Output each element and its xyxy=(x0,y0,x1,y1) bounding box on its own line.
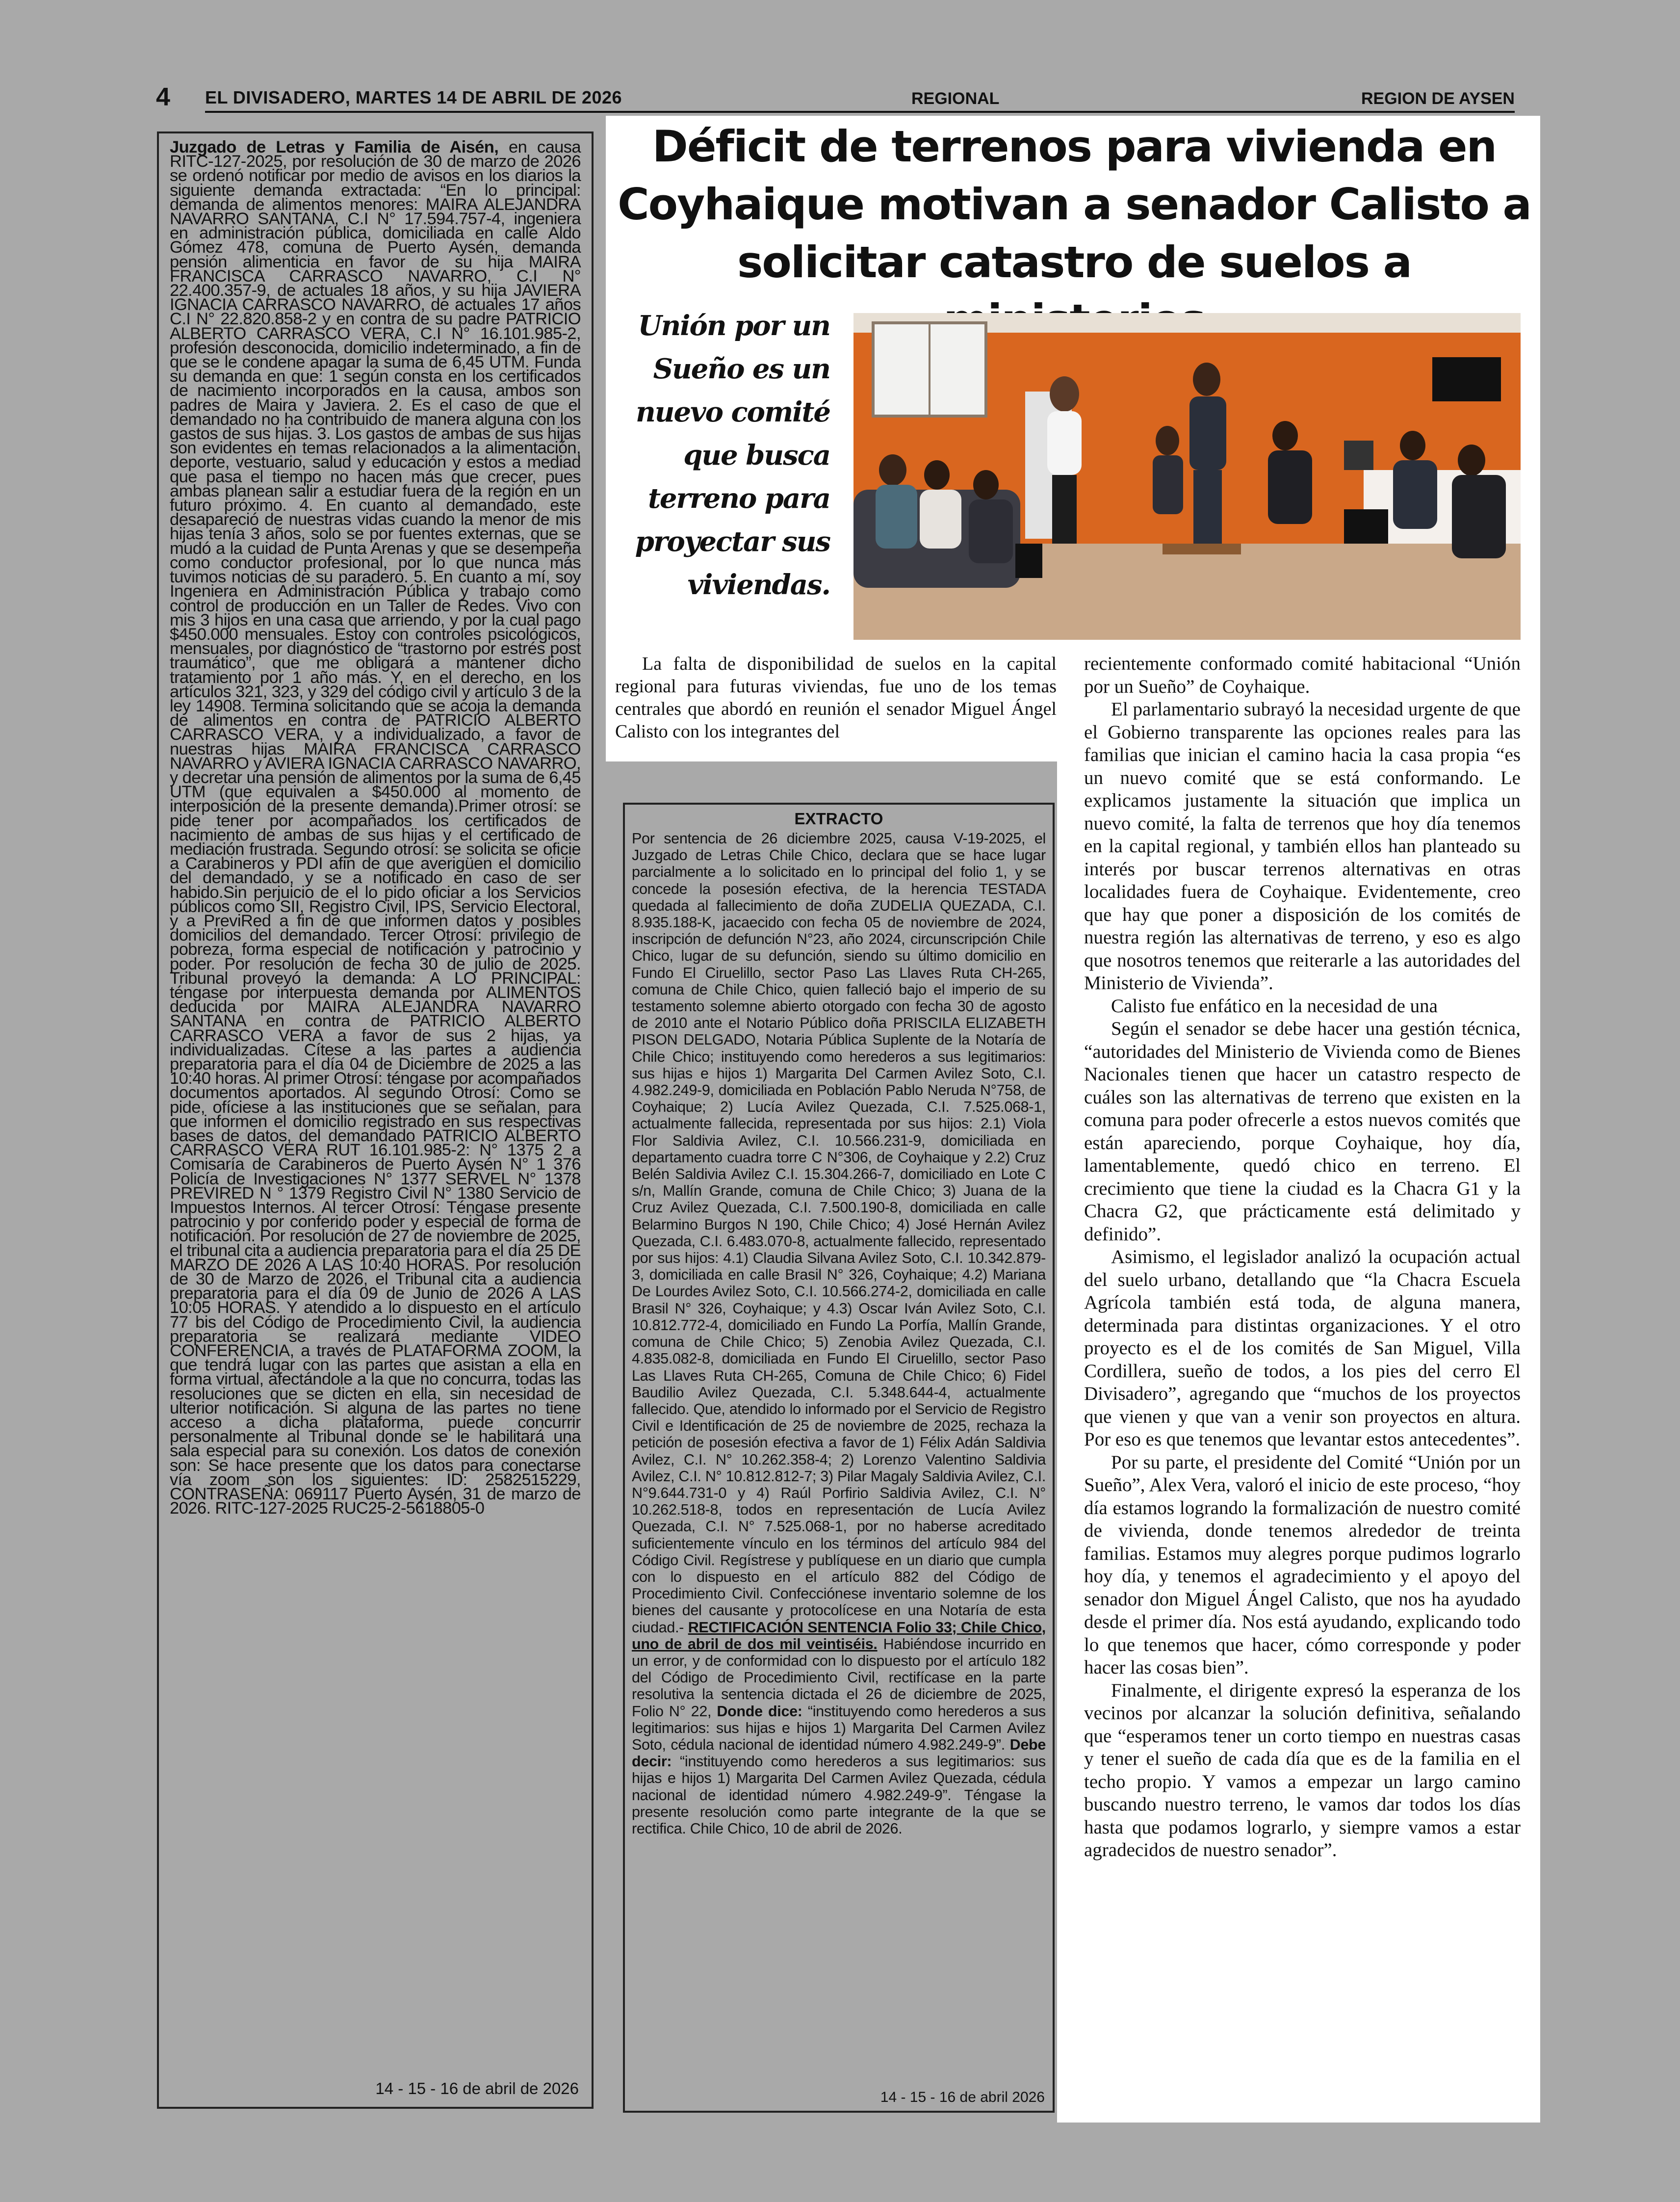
meeting-photo xyxy=(853,313,1521,640)
article-paragraph: El parlamentario subrayó la necesidad urgente de que el Gobierno transparente las opciones reales para las familias que inician el camino hacia la casa propia “es un nuevo comité que se está conformando. Le explicamos justamente la situación que implica un nuevo comité, la falta de terrenos que hoy día tenemos en la capital regional, y también ellos han planteado su interés por buscar terrenos alternativas en otras localidades fuera de Coyhaique. Evidentemente, creo que hay que poner a disposición de los comités de nuestra región las alternativas de terreno, y eso es algo que nosotros tenemos que reiterarle a las autoridades del Ministerio de Vivienda”. xyxy=(1084,699,1521,994)
article-paragraph: recientemente conformado comité habitacional “Unión por un Sueño” de Coyhaique. xyxy=(1084,653,1521,697)
extracto-rectificacion: RECTIFICACIÓN SENTENCIA Folio 33; Chile Chico, uno de abril de dos mil veintiséis. xyxy=(632,1619,1046,1652)
article-lead: La falta de disponibilidad de suelos en la capital regional para futuras viviendas, fue uno de los temas centrales que abordó en reunión el senador Miguel Ángel Calisto con los integrantes del xyxy=(615,654,1057,742)
article-paragraph: Asimismo, el legislador analizó la ocupación actual del suelo urbano, detallando que “la Chacra Escuela Agrícola también está toda, de alguna manera, determinada para distintas organizaciones. Y el otro proyecto es el de los comités de San Miguel, Villa Cordillera, sueño de todos, a los pies del cerro El Divisadero”, agregando que “muchos de los proyectos que vienen y que van a venir son proyectos en altura. Por eso es que tenemos que levantar estos antecedentes”. xyxy=(1084,1246,1521,1450)
extracto-debe-decir-label: Debe decir: xyxy=(632,1736,1046,1770)
article-right-column xyxy=(1084,653,1521,1862)
extracto-dates: 14 - 15 - 16 de abril 2026 xyxy=(880,2089,1045,2105)
legal-notice-text xyxy=(170,140,581,1516)
extracto-debe-decir: “instituyendo como herederos a sus legitimarios: sus hijas e hijos 1) Margarita Del Carmen Avilez Quezada, cédula nacional de identidad número 4.982.249-9”. Téngase la presente resolución como parte integrante de la que se rectifica. Chile Chico, 10 de abril de 2026. xyxy=(632,1753,1046,1837)
region-label: REGION DE AYSEN xyxy=(1361,89,1515,108)
extracto-donde-dice: “instituyendo como herederos a sus legitimarios: sus hijas e hijos 1) Margarita Del Carmen Avilez Soto, cédula nacional de identidad número 4.982.249-9”. xyxy=(632,1703,1046,1753)
extracto-text xyxy=(632,830,1046,1837)
extracto-body-1: Por sentencia de 26 diciembre 2025, causa V-19-2025, el Juzgado de Letras Chile Chico, declara que se hace lugar parcialmente a lo solicitado en lo principal del folio 1, y se concede la posesión efectiva, de la herencia TESTADA quedada al fallecimiento de doña ZUDELIA QUEZADA, C.I. 8.935.188-K, jacaecido con fecha 05 de noviembre de 2024, inscripción de defunción N°23, año 2024, circunscripción Chile Chico, lugar de su defunción, siendo su último domicilio en Fundo El Ciruelillo, sector Paso Las Llaves Ruta CH-265, comuna de Chile Chico, quien falleció bajo el imperio de su testamento solemne abierto otorgado con fecha 30 de agosto de 2010 ante el Notario Público doña PRISCILA ELIZABETH PISON DELGADO, Notaria Pública Suplente de la Notaría de Chile Chico; instituyendo como herederos a sus legitimarios: sus hijas e hijos 1) Margarita Del Carmen Avilez Soto, C.I. 4.982.249-9, domiciliada en Población Pablo Neruda N°758, de Coyhaique; 2) Lucía Avilez Quezada, C.I. 7.525.068-1, actualmente fallecida, representada por sus hijos: 2.1) Viola Flor Saldivia Avilez, C.I. 10.566.231-9, domiciliada en departamento cuadra torre C N°306, de Coyhaique y 2.2) Cruz Belén Saldivia Avilez C.I. 15.304.266-7, domiciliado en Lote C s/n, Mallín Grande, comuna de Chile Chico; 3) Juana de la Cruz Avilez Quezada, C.I. 7.500.190-8, domiciliada en calle Belarmino Burgos N 190, Chile Chico; 4) José Hernán Avilez Quezada, C.I. 6.483.070-8, actualmente fallecido, representado por sus hijos: 4.1) Claudia Silvana Avilez Soto, C.I. 10.342.879-3, domiciliada en calle Brasil N° 326, Coyhaique; 4.2) Mariana De Lourdes Avilez Soto, C.I. 10.566.274-2, domiciliada en calle Brasil N° 326, Coyhaique; y 4.3) Oscar Iván Avilez Soto, C.I. 10.812.772-4, domiciliado en Fundo La Porfía, Mallín Grande, comuna de Chile Chico; 5) Zenobia Avilez Quezada, C.I. 4.835.082-8, domiciliada en Fundo El Ciruelillo, sector Paso Las Llaves Ruta CH-265, Comuna de Chile Chico; 6) Fidel Baudilio Avilez Quezada, C.I. 5.348.644-4, actualmente fallecido. Que, atendido lo informado por el Servicio de Registro Civil e Identificación de 25 de noviembre de 2025, rechaza la petición de posesión efectiva a favor de 1) Félix Adán Saldivia Avilez, C.I. N° 10.262.358-4; 2) Lorenzo Valentino Saldivia Avilez, C.I. N° 10.812.812-7; 3) Pilar Magaly Saldivia Avilez, C.I. N°9.644.731-0 y 4) Raúl Porfirio Saldivia Avilez, C.I. N° 10.262.518-8, todos en representación de Lucía Avilez Quezada, C.I. N° 7.525.068-1, por no haberse acreditado suficientemente vínculo en los términos del artículo 984 del Código Civil. Regístrese y publíquese en un diario que cumpla con lo dispuesto en el artículo 882 del Código de Procedimiento Civil. Confecciónese inventario solemne de los bienes del causante y protocolícese en una Notaría de esta ciudad.- xyxy=(632,830,1046,1636)
article-paragraph: Según el senador se debe hacer una gestión técnica, “autoridades del Ministerio de Vivienda como de Bienes Nacionales tienen que hacer un catastro respecto de cuáles son las alternativas de terreno que existen en la comuna para poder ofrecerle a estos nuevos comités que están apareciendo, porque Coyhaique, hoy día, lamentablemente, quedó chico en terreno. El crecimiento que tiene la ciudad es la Chacra G1 y la Chacra G2, que prácticamente está delimitado y definido”. xyxy=(1084,1018,1521,1245)
photo-illustration xyxy=(853,313,1521,640)
extracto-donde-dice-label: Donde dice: xyxy=(717,1703,802,1720)
extracto-box xyxy=(623,803,1055,2113)
legal-notice-dates: 14 - 15 - 16 de abril de 2026 xyxy=(375,2079,579,2097)
section-label: REGIONAL xyxy=(911,89,1000,108)
legal-notice-court: Juzgado de Letras y Familia de Aisén, xyxy=(170,138,499,157)
article-headline: Déficit de terrenos para vivienda en Coyhaique motivan a senador Calisto a solicitar catastro de suelos a xyxy=(618,121,1531,288)
article-paragraph: Finalmente, el dirigente expresó la esperanza de los vecinos por alcanzar la solución definitiva, señalando que “esperamos tener un corto tiempo en nuestras casas y tener el sueño de cada día que es de la familia en el techo propio. Y vamos a empezar un largo camino buscando nuestro terreno, le vamos dar todos los días hasta que podamos lograrlo, y siempre vamos a estar agradecidos de nuestro senador”. xyxy=(1084,1679,1521,1861)
legal-notice-box xyxy=(157,131,594,2109)
publication-date: EL DIVISADERO, MARTES 14 DE ABRIL DE 2026 xyxy=(205,87,622,107)
article-subhead: Unión por un Sueño es un nuevo comité que busca terreno para proyectar sus viviendas. xyxy=(635,310,830,601)
extracto-body-2: Habiéndose incurrido en un error, y de conformidad con lo dispuesto por el artículo 182 del Código de Procedimiento Civil, rectifícase en la parte resolutiva la sentencia dictada el 26 de diciembre de 2025, Folio N° 22, xyxy=(632,1635,1046,1720)
article-paragraph: Calisto fue enfático en la necesidad de una xyxy=(1111,995,1438,1017)
legal-notice-body: en causa RITC-127-2025, por resolución de 30 de marzo de 2026 se ordenó notificar por medio de avisos en los diarios la siguiente demanda extractada: “En lo principal: demanda de alimentos menores: MAIRA ALEJANDRA NAVARRO SANTANA, C.I N° 17.594.757-4, ingeniera en administración pública, domiciliada en calle Aldo Gómez 478, comuna de Puerto Aysén, demanda pensión alimenticia en favor de su hija MAIRA FRANCISCA CARRASCO NAVARRO, C.I N° 22.400.357-9, de actuales 18 años, y su hija JAVIERA IGNACIA CARRASCO NAVARRO, de actuales 17 años C.I N° 22.820.858-2 y en contra de su padre PATRICIO ALBERTO CARRASCO VERA, C.I N° 16.101.985-2, profesión desconocida, domicilio indeterminado, a fin de que se le condene apagar la suma de 6,45 UTM. Funda su demanda en que: 1 según consta en los certificados de nacimiento incorporados en la causa, ambos son padres de Maira y Javiera. 2. Es el caso de que el demandado no ha contribuido de manera alguna con los gastos de sus hijas. 3. Los gastos de ambas de sus hijas son evidentes en temas relacionados a la alimentación, deporte, vestuario, salud y educación y estos a mediad que pasa el tiempo no hacen más que crecer, pues ambas planean salir a estudiar fuera de la región en un futuro próximo. 4. En cuanto al demandado, este desapareció de nuestras vidas cuando la menor de mis hijas tenía 3 años, solo se por fuentes externas, que se mudó a la cuidad de Punta Arenas y que se desempeña como conductor profesional, por lo que nunca más tuvimos noticias de su paradero. 5. En cuanto a mí, soy Ingeniera en Administración Pública y trabajo como control de producción en un Taller de Redes. Vivo con mis 3 hijos en una casa que arriendo, y por la cual pago $450.000 mensuales. Estoy con controles psicológicos, mensuales, por diagnóstico de “trastorno por estrés post traumático”, que me obligará a mantener dicho tratamiento por 1 año más. Y, en el derecho, en los artículos 321, 323, y 329 del código civil y artículo 3 de la ley 14908. Termina solicitando que se acoja la demanda de alimentos en contra de PATRICIO ALBERTO CARRASCO VERA, y a individualizado, a favor de nuestras hijas MAIRA FRANCISCA CARRASCO NAVARRO y AVIERA IGNACIA CARRASCO NAVARRO, y decretar una pensión de alimentos por la suma de 6,45 UTM (que equivalen a $450.000 al momento de interposición de la presente demanda).Primer otrosí: se pide tener por acompañados los certificados de nacimiento de ambas de sus hijas y el certificado de mediación frustrada. Segundo otrosí: se solicita se oficie a Carabineros y PDI afin de que averigüen el domicilio del demandado, y se a notificado en caso de ser habido.Sin perjuicio de el lo pido oficiar a los Servicios públicos como SII, Registro Civil, IPS, Servicio Electoral, y a PreviRed a fin de que informen datos y posibles domicilios del demandado. Tercer Otrosí: privilegio de pobreza, forma especial de notificación y patrocinio y poder. Por resolución de fecha 30 de julio de 2025. Tribunal proveyó la demanda: A LO PRINCIPAL: téngase por interpuesta demanda por ALIMENTOS deducida por MAIRA ALEJANDRA NAVARRO SANTANA en contra de PATRICIO ALBERTO CARRASCO VERA a favor de sus 2 hijas, ya individualizadas. Cítese a las partes a audiencia preparatoria para el día 04 de Diciembre de 2025 a las 10:40 horas. Al primer Otrosí: téngase por acompañados documentos aportados. Al segundo Otrosí: Como se pide, ofíciese a las instituciones que se señalan, para que informen el domicilio registrado en sus respectivas bases de datos, del demandado PATRICIO ALBERTO CARRASCO VERA RUT 16.101.985-2: N° 1375 2 a Comisaría de Carabineros de Puerto Aysén N° 1 376 Policía de Investigaciones N° 1377 SERVEL N° 1378 PREVIRED N ° 1379 Registro Civil N° 1380 Servicio de Impuestos Internos. Al tercer Otrosí: Téngase presente patrocinio y por conferido poder y especial de forma de notificación. Por resolución de 27 de noviembre de 2025, el tribunal cita a audiencia preparatoria para el día 25 DE MARZO DE 2026 A LAS 10:40 HORAS. Por resolución de 30 de Marzo de 2026, el Tribunal cita a audiencia preparatoria para el día 09 de Junio de 2026 A LAS 10:05 HORAS. Y atendido a lo dispuesto en el artículo 77 bis del Código de Procedimiento Civil, la audiencia preparatoria se realizará mediante VIDEO CONFERENCIA, a través de PLATAFORMA ZOOM, la que tendrá lugar con las partes que asistan a ella en forma virtual, afectándole a la que no concurra, todas las resoluciones que se dicten en ella, sin necesidad de ulterior notificación. Si alguna de las partes no tiene acceso a dicha plataforma, puede concurrir personalmente al Tribunal donde se le habilitará una sala especial para su conexión. Los datos de conexión son: Se hace presente que los datos para conectarse vía zoom son los siguientes: ID: 2582515229, CONTRASEÑA: 069117 Puerto Aysén, 31 de marzo de 2026. RITC-127-2025 RUC25-2-5618805-0 xyxy=(170,138,581,1518)
page-number: 4 xyxy=(156,83,170,111)
article-paragraph: Por su parte, el presidente del Comité “Unión por un Sueño”, Alex Vera, valoró el inicio de este proceso, “hoy día estamos logrando la formalización de nuestro comité de vivienda, donde tenemos alrededor de treinta familias. Estamos muy alegres porque pudimos lograrlo hoy día, y tenemos el agradecimiento y el apoyo del senador don Miguel Ángel Calisto, que nos ha ayudado desde el primer día. Nos está ayudando, explicando todo lo que tenemos que hacer, cómo corresponde y poder hacer las cosas bien”. xyxy=(1084,1451,1521,1678)
extracto-title: EXTRACTO xyxy=(794,810,883,828)
page-header xyxy=(156,82,1515,113)
header-rule xyxy=(205,111,1515,113)
